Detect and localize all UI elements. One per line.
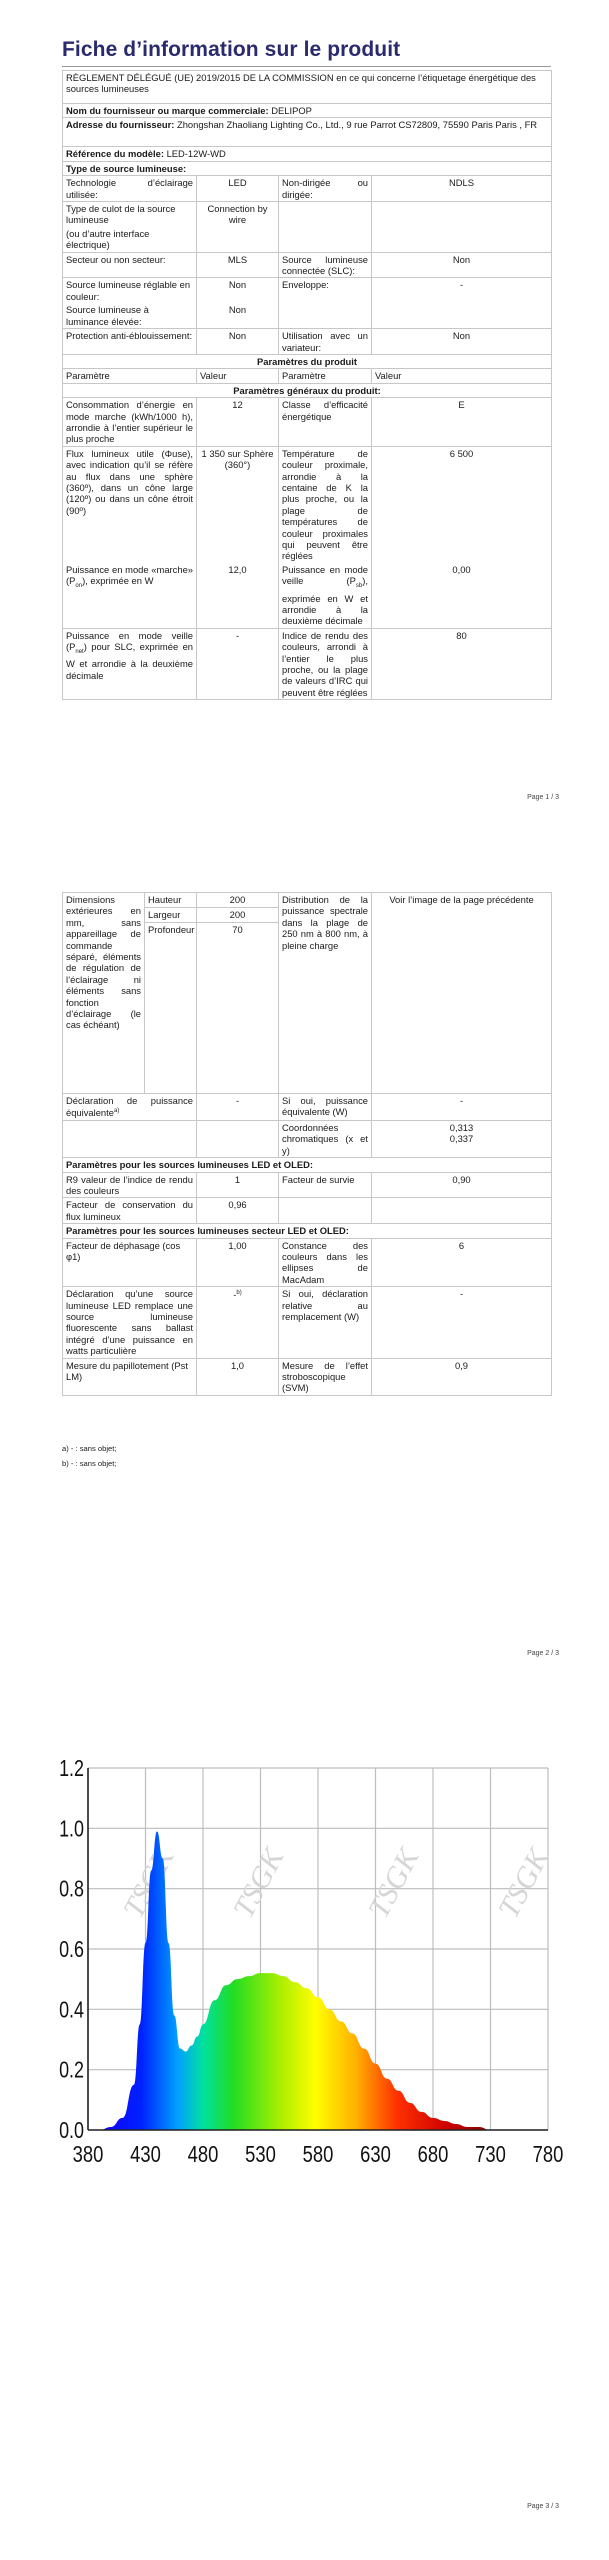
y-tick-label: 1.0 xyxy=(59,1816,84,1842)
chroma-label: Coordonnées chromatiques (x et y) xyxy=(279,1120,372,1157)
x-tick-label: 730 xyxy=(475,2142,506,2168)
page-number-2: Page 2 / 3 xyxy=(527,1650,559,1657)
width-label: Largeur xyxy=(145,908,197,923)
x-tick-label: 530 xyxy=(245,2142,276,2168)
title-rule xyxy=(62,66,551,67)
cct-value: 6 500 xyxy=(372,446,552,563)
document-title: Fiche d’information sur le produit xyxy=(62,38,401,61)
pst-value: 1,0 xyxy=(197,1358,279,1395)
address-label: Adresse du fournisseur: xyxy=(66,119,175,131)
led-section-title: Paramètres pour les sources lumineuses LED et OLED: xyxy=(63,1158,552,1172)
product-info-table xyxy=(62,70,552,700)
cap-note: (ou d’autre interface électrique) xyxy=(66,227,150,251)
height-label: Hauteur xyxy=(145,893,197,908)
tunable-cell-values xyxy=(197,278,279,329)
replace-sup: b) xyxy=(236,1290,242,1297)
netstandby-value: - xyxy=(197,628,279,699)
highlum-value: Non xyxy=(228,303,247,315)
col-param-2: Paramètre xyxy=(279,369,372,383)
onmode-label xyxy=(63,563,197,628)
directional-label: Non-dirigée ou dirigée: xyxy=(279,176,372,202)
watermark-text: TSGK xyxy=(117,1843,181,1924)
equiv-label xyxy=(63,1094,197,1121)
energy-label: Consommation d’énergie en mode marche (kWh/1000 h), arrondie à l’entier supérieur le plus proche xyxy=(63,398,197,447)
equivW-label: Si oui, puissance équivalente (W) xyxy=(279,1094,372,1121)
spd-label: Distribution de la puissance spectrale dans la plage de 250 nm à 800 nm, à pleine charge xyxy=(279,893,372,1094)
onmode-sub: on xyxy=(75,583,83,590)
cct-label: Température de couleur proximale, arrondie à la centaine de K la plus proche, ou la plage de températures de couleur proximales qui peuvent être réglées xyxy=(279,446,372,563)
x-tick-label: 630 xyxy=(360,2142,391,2168)
x-tick-label: 580 xyxy=(302,2142,334,2168)
cap-cell xyxy=(63,202,197,253)
energy-value: 12 xyxy=(197,398,279,447)
chroma-cell xyxy=(372,1120,552,1157)
model-value: LED-12W-WD xyxy=(166,148,226,160)
netstandby-label-b: ) pour SLC, exprimée en W et arrondie à la deuxième décimale xyxy=(66,641,193,681)
x-tick-label: 480 xyxy=(187,2142,219,2168)
replaceW-value: - xyxy=(372,1287,552,1358)
spectrum-area xyxy=(100,1831,503,2130)
replace-cell xyxy=(197,1287,279,1358)
tech-label: Technologie d’éclairage utilisée: xyxy=(63,176,197,202)
width-value: 200 xyxy=(197,908,279,923)
footnote-b: b) - : sans objet; xyxy=(62,1459,117,1468)
class-value: E xyxy=(372,398,552,447)
class-label: Classe d’efficacité énergétique xyxy=(279,398,372,447)
page-1 xyxy=(0,0,609,860)
col-param-1: Paramètre xyxy=(63,369,197,383)
slc-label: Source lumineuse connectée (SLC): xyxy=(279,252,372,278)
standby-label-b: ), exprimée en W et arrondie à la deuxième décimale xyxy=(282,575,368,627)
page-2 xyxy=(0,860,609,1720)
equivW-value: - xyxy=(372,1094,552,1121)
supplier-label: Nom du fournisseur ou marque commerciale: xyxy=(66,105,269,116)
model-label: Référence du modèle: xyxy=(66,148,164,160)
x-tick-label: 380 xyxy=(72,2142,104,2168)
height-value: 200 xyxy=(197,893,279,908)
chroma-y: 0,337 xyxy=(449,1133,474,1145)
address-value: Zhongshan Zhaoliang Lighting Co., Ltd., 9 rue Parrot CS72809, 75590 Paris Paris , FR xyxy=(176,119,538,131)
spectral-distribution-chart xyxy=(50,1750,564,2180)
y-tick-label: 0.6 xyxy=(59,1936,84,1963)
mains-value: MLS xyxy=(197,252,279,278)
standby-sub: sb xyxy=(355,583,363,590)
macadam-value: 6 xyxy=(372,1238,552,1287)
onmode-label-a: Puissance en mode «marche» (P xyxy=(66,563,193,587)
glare-label: Protection anti-éblouissement: xyxy=(63,329,197,355)
footnote-a: a) - : sans objet; xyxy=(62,1444,117,1453)
tunable-label: Source lumineuse réglable en couleur: xyxy=(66,279,191,302)
r9-value: 1 xyxy=(197,1172,279,1198)
r9-label: R9 valeur de l’indice de rendu des couleurs xyxy=(63,1172,197,1198)
col-value-1: Valeur xyxy=(197,369,279,383)
standby-value: 0,00 xyxy=(372,563,552,628)
y-tick-label: 0.8 xyxy=(59,1876,84,1903)
replaceW-label: Si oui, déclaration relative au remplacement (W) xyxy=(279,1287,372,1358)
depth-value: 70 xyxy=(197,923,279,1094)
chroma-x: 0,313 xyxy=(449,1121,474,1133)
standby-label-a: Puissance en mode veille (P xyxy=(282,563,368,587)
macadam-label: Constance des couleurs dans les ellipses de MacAdam xyxy=(279,1238,372,1287)
onmode-label-b: ), exprimée en W xyxy=(82,575,154,587)
y-tick-label: 0.0 xyxy=(59,2117,84,2144)
supplier-value: DELIPOP xyxy=(271,105,312,116)
page-number-1: Page 1 / 3 xyxy=(527,794,559,801)
dimmable-value: Non xyxy=(372,329,552,355)
onmode-value: 12,0 xyxy=(197,563,279,628)
survival-label: Facteur de survie xyxy=(279,1172,372,1198)
equiv-sup: a) xyxy=(113,1108,120,1115)
address-row xyxy=(63,118,552,147)
watermark-text: TSGK xyxy=(492,1843,556,1924)
y-tick-label: 0.2 xyxy=(59,2057,84,2084)
glare-value: Non xyxy=(197,329,279,355)
flux-label: Flux lumineux utile (Φuse), avec indication qu’il se réfère au flux dans une sphère (360º), dans un cône large (120º) ou dans un cône étroit (90º) xyxy=(63,446,197,563)
pst-label: Mesure du papillotement (Pst LM) xyxy=(63,1358,197,1395)
equiv-value: - xyxy=(197,1094,279,1121)
cri-value: 80 xyxy=(372,628,552,699)
tech-value: LED xyxy=(197,176,279,202)
pf-label: Facteur de déphasage (cos φ1) xyxy=(63,1238,197,1287)
x-tick-label: 430 xyxy=(130,2142,161,2168)
mains-led-section-title: Paramètres pour les sources lumineuses secteur LED et OLED: xyxy=(63,1224,552,1238)
spd-value: Voir l’image de la page précédente xyxy=(372,893,552,1094)
page-number-3: Page 3 / 3 xyxy=(527,2503,559,2510)
x-tick-label: 680 xyxy=(417,2142,449,2168)
maint-value: 0,96 xyxy=(197,1198,279,1224)
depth-label: Profondeur xyxy=(145,923,197,1094)
replace-value: - xyxy=(233,1289,237,1301)
model-row xyxy=(63,147,552,161)
tunable-cell xyxy=(63,278,197,329)
directional-value: NDLS xyxy=(372,176,552,202)
type-header: Type de source lumineuse: xyxy=(63,161,552,175)
netstandby-label xyxy=(63,628,197,699)
params-section-title: Paramètres du produit xyxy=(63,354,552,368)
y-tick-label: 1.2 xyxy=(59,1755,84,1782)
y-tick-label: 0.4 xyxy=(59,1997,84,2023)
pf-value: 1,00 xyxy=(197,1238,279,1287)
dimmable-label: Utilisation avec un variateur: xyxy=(279,329,372,355)
cap-label: Type de culot de la source lumineuse xyxy=(66,203,176,226)
standby-label xyxy=(279,563,372,628)
flux-value: 1 350 sur Sphère (360°) xyxy=(197,446,279,563)
cri-label: Indice de rendu des couleurs, arrondi à l’entier le plus proche, ou la plage de valeurs d’IRC qui peuvent être réglées xyxy=(279,628,372,699)
survival-value: 0,90 xyxy=(372,1172,552,1198)
netstandby-label-a: Puissance en mode veille (P xyxy=(66,629,193,653)
maint-label: Facteur de conservation du flux lumineux xyxy=(63,1198,197,1224)
dims-label: Dimensions extérieures en mm, sans appareillage de commande séparé, éléments de régulation de l’éclairage ni éléments sans fonction d’éclairage (le cas échéant) xyxy=(63,893,145,1094)
netstandby-sub: net xyxy=(75,649,84,655)
slc-value: Non xyxy=(372,252,552,278)
svm-label: Mesure de l’effet stroboscopique (SVM) xyxy=(279,1358,372,1395)
watermark-text: TSGK xyxy=(227,1843,291,1924)
supplier-row xyxy=(63,104,552,118)
mains-label: Secteur ou non secteur: xyxy=(63,252,197,278)
svm-value: 0,9 xyxy=(372,1358,552,1395)
dimensions-table xyxy=(62,892,552,1396)
equiv-label-text: Déclaration de puissance équivalente xyxy=(66,1095,193,1119)
regulation-text: RÈGLEMENT DÉLÉGUÉ (UE) 2019/2015 DE LA COMMISSION en ce qui concerne l’étiquetage énergétique des sources lumineuses xyxy=(63,71,552,104)
cap-value: Connection by wire xyxy=(197,202,279,253)
highlum-label: Source lumineuse à luminance élevée: xyxy=(66,304,149,327)
general-section-title: Paramètres généraux du produit: xyxy=(63,383,552,397)
x-tick-label: 780 xyxy=(532,2142,564,2168)
col-value-2: Valeur xyxy=(372,369,552,383)
tunable-value: Non xyxy=(228,279,247,291)
watermark-text: TSGK xyxy=(362,1843,426,1924)
replace-label: Déclaration qu’une source lumineuse LED remplace une source lumineuse fluorescente sans ballast intégré d’une puissance en watts particulière xyxy=(63,1287,197,1358)
envelope-value: - xyxy=(372,278,552,329)
envelope-label: Enveloppe: xyxy=(279,278,372,329)
